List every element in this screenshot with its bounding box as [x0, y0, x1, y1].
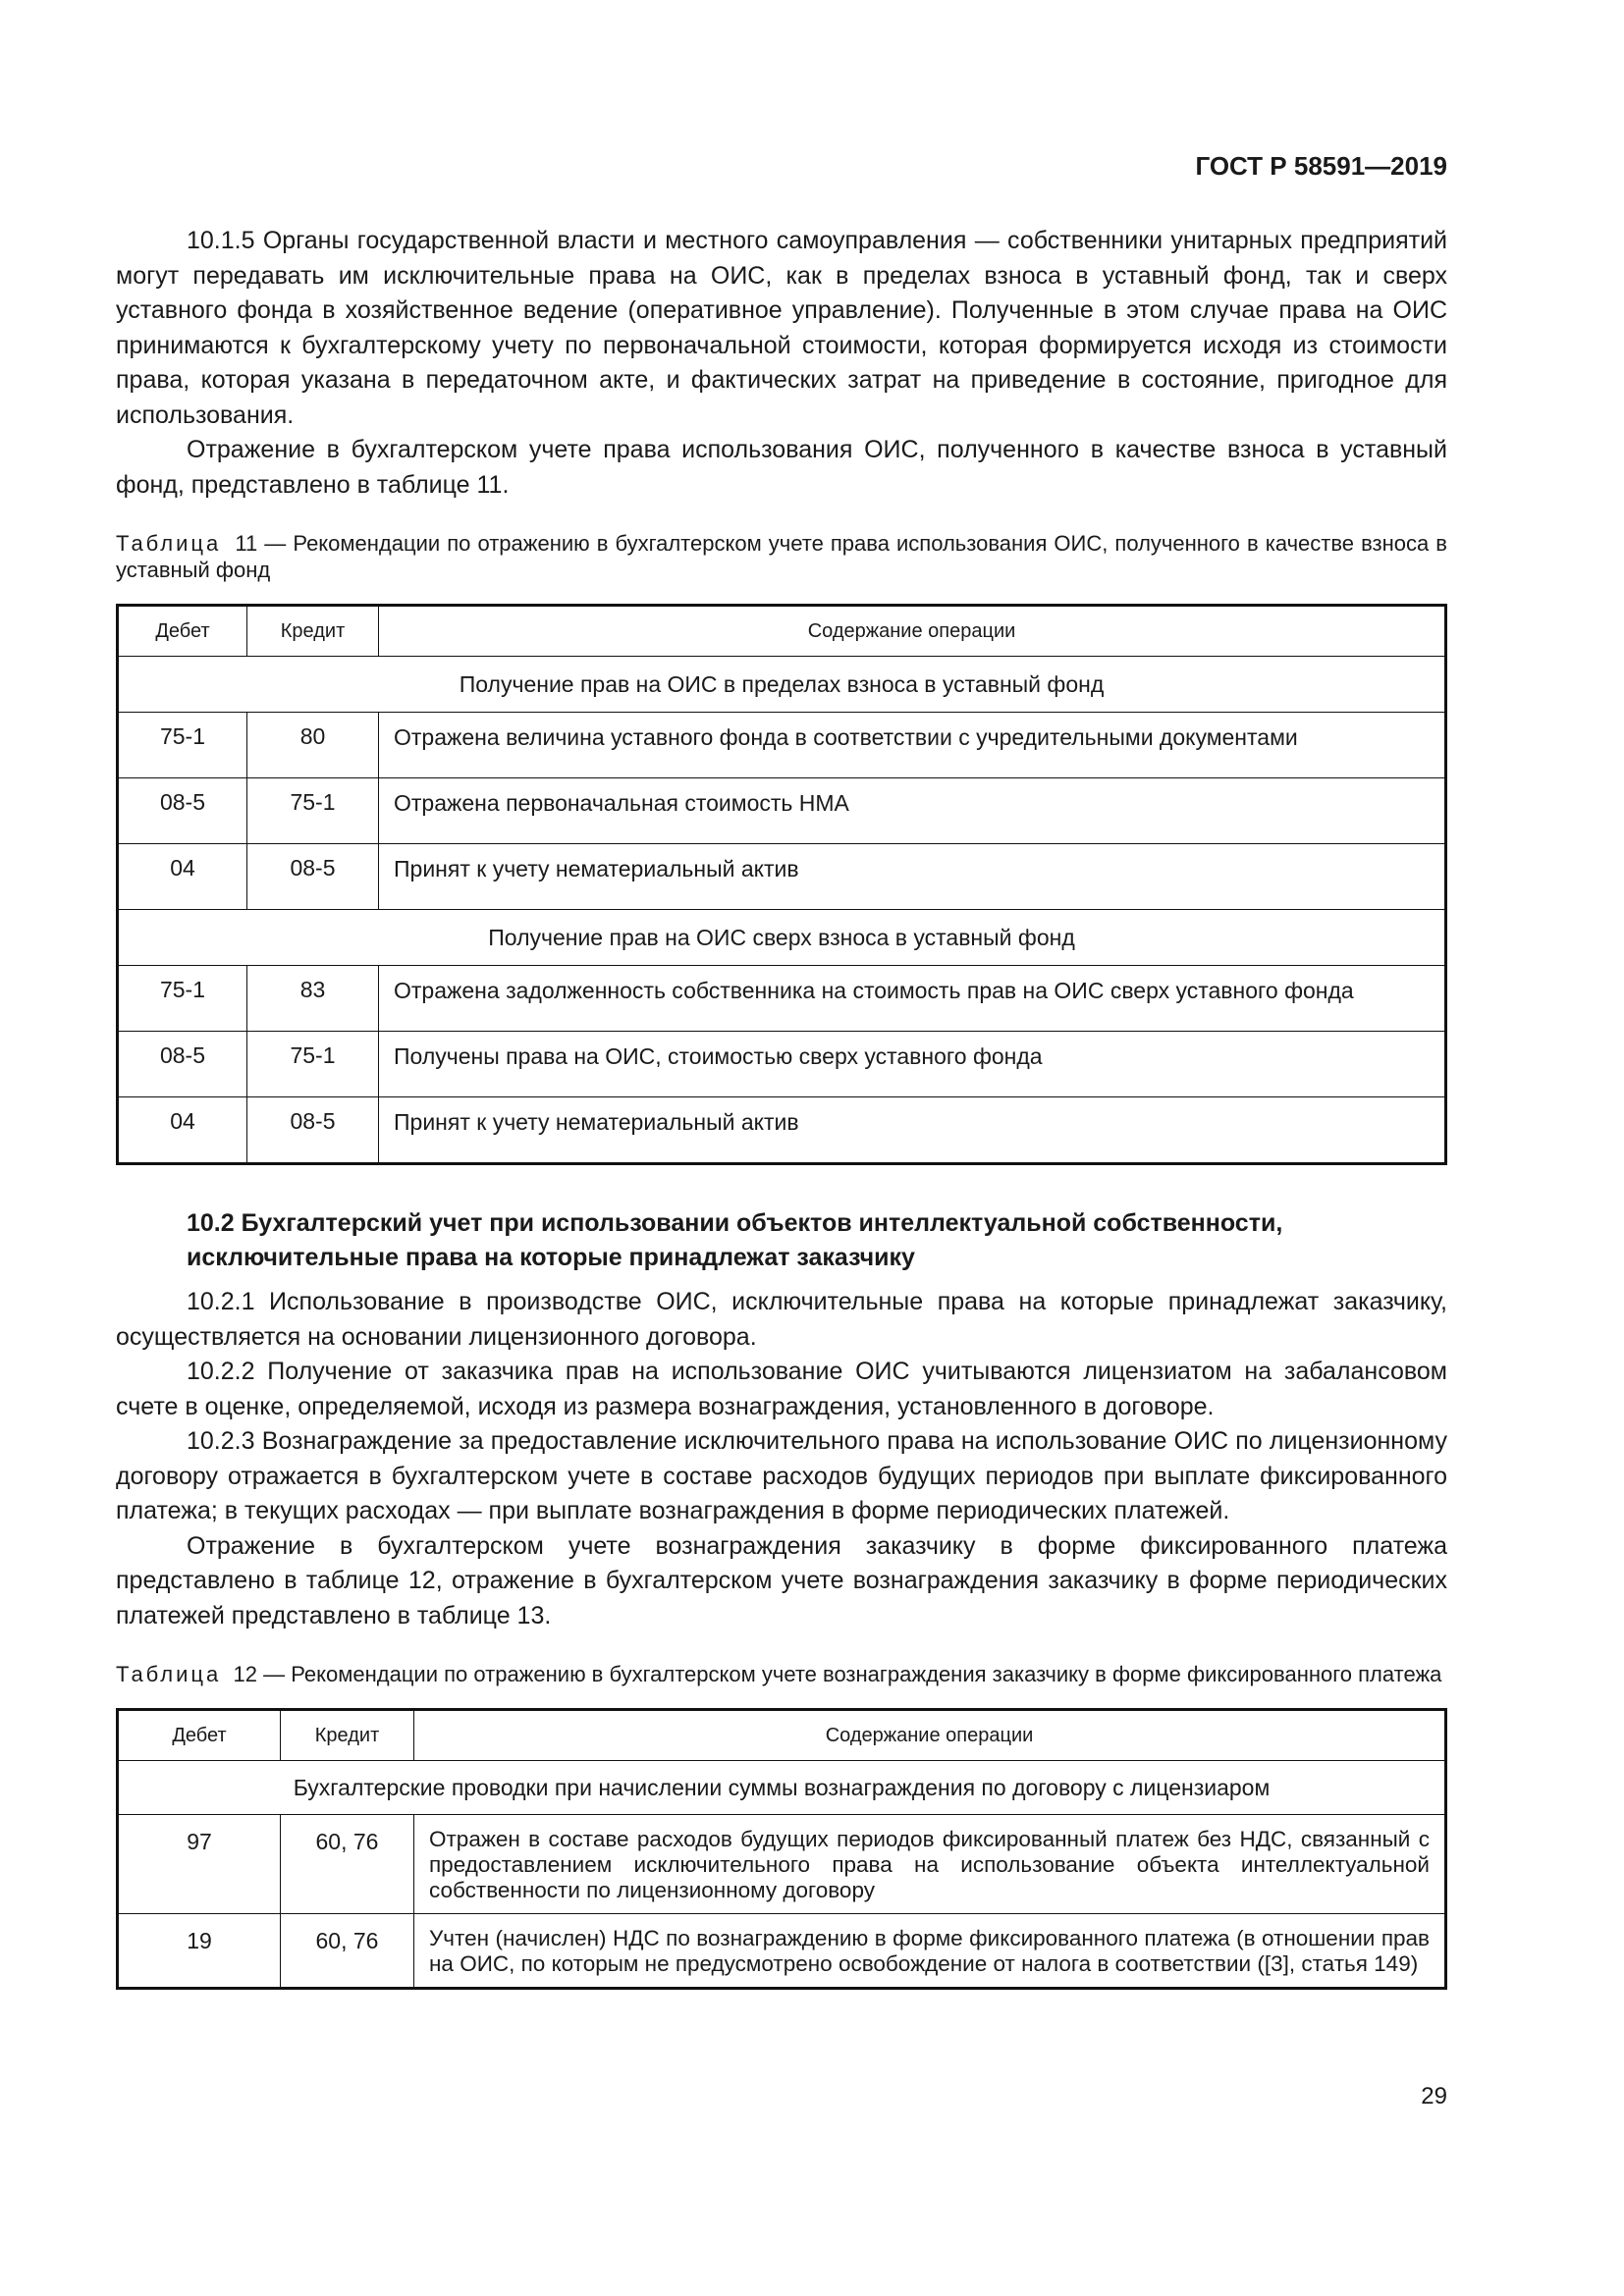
cell-credit: 75-1 — [247, 778, 379, 844]
cell-credit: 75-1 — [247, 1032, 379, 1097]
cell-operation: Отражен в составе расходов будущих периодов фиксированный платеж без НДС, связанный с предоставлением исключительного права на использование объекта интеллектуальной собственности по лицензионному договору — [414, 1815, 1446, 1914]
header-debit: Дебет — [118, 1710, 281, 1761]
cell-operation: Отражена величина уставного фонда в соответствии с учредительными документами — [379, 713, 1446, 778]
table-row — [118, 966, 1446, 1032]
page-number: 29 — [1421, 2083, 1447, 2109]
section-row — [118, 910, 1446, 966]
section-10-2-heading — [116, 1206, 1447, 1275]
table-row — [118, 778, 1446, 844]
cell-credit: 08-5 — [247, 1097, 379, 1164]
table-row — [118, 844, 1446, 910]
section-row — [118, 1761, 1446, 1815]
section-title: Получение прав на ОИС сверх взноса в уставный фонд — [118, 910, 1446, 966]
table-12 — [116, 1708, 1447, 1990]
paragraph-10-2-2: 10.2.2 Получение от заказчика прав на использование ОИС учитываются лицензиатом на забалансовом счете в оценке, определяемой, исходя из размера вознаграждения, установленного в договоре. — [116, 1358, 1447, 1420]
table-row — [118, 1815, 1446, 1914]
table-header-row — [118, 606, 1446, 657]
cell-debit: 97 — [118, 1815, 281, 1914]
table-row — [118, 1914, 1446, 1989]
cell-credit: 08-5 — [247, 844, 379, 910]
paragraph-10-2-1: 10.2.1 Использование в производстве ОИС, исключительные права на которые принадлежат заказчику, осуществляется на основании лицензионного договора. — [116, 1288, 1447, 1351]
page-content — [116, 224, 1447, 1990]
cell-operation: Отражена первоначальная стоимость НМА — [379, 778, 1446, 844]
table-11 — [116, 604, 1447, 1165]
cell-debit: 08-5 — [118, 778, 247, 844]
cell-credit: 80 — [247, 713, 379, 778]
heading-line-1: 10.2 Бухгалтерский учет при использовании объектов интеллектуальной собственности, — [187, 1209, 1283, 1237]
cell-debit: 04 — [118, 844, 247, 910]
section-title: Получение прав на ОИС в пределах взноса в уставный фонд — [118, 657, 1446, 713]
paragraph-10-2-3: 10.2.3 Вознаграждение за предоставление исключительного права на использование ОИС по лицензионному договору отражается в бухгалтерском учете в составе расходов будущих периодов при выплате фиксированного платежа; в текущих расходах — при выплате вознаграждения в форме периодических платежей. — [116, 1427, 1447, 1524]
table-row — [118, 1097, 1446, 1164]
cell-debit: 08-5 — [118, 1032, 247, 1097]
header-operation: Содержание операции — [414, 1710, 1446, 1761]
table12-caption — [116, 1661, 1447, 1687]
paragraph-table12-ref: Отражение в бухгалтерском учете вознаграждения заказчику в форме фиксированного платежа представлено в таблице 12, отражение в бухгалтерском учете вознаграждения заказчику в форме периодических платежей представлено в таблице 13. — [116, 1531, 1447, 1629]
cell-credit: 60, 76 — [281, 1815, 414, 1914]
section-row — [118, 657, 1446, 713]
cell-operation: Учтен (начислен) НДС по вознаграждению в форме фиксированного платежа (в отношении прав на ОИС, по которым не предусмотрено освобождение от налога в соответствии ([3], статья 149) — [414, 1914, 1446, 1989]
table11-caption-text: 11 — Рекомендации по отражению в бухгалтерском учете права использования ОИС, полученного в качестве взноса в уставный фонд — [116, 531, 1447, 582]
paragraph-10-1-5: 10.1.5 Органы государственной власти и местного самоуправления — собственники унитарных предприятий могут передавать им исключительные права на ОИС, как в пределах взноса в уставный фонд, так и сверх уставного фонда в хозяйственное ведение (оперативное управление). Полученные в этом случае права на ОИС принимаются к бухгалтерскому учету по первоначальной стоимости, которая формируется исходя из стоимости права, которая указана в передаточном акте, и фактических затрат на приведение в состояние, пригодное для использования. — [116, 227, 1447, 429]
cell-credit: 83 — [247, 966, 379, 1032]
cell-debit: 19 — [118, 1914, 281, 1989]
section-title: Бухгалтерские проводки при начислении суммы вознаграждения по договору с лицензиаром — [118, 1761, 1446, 1815]
heading-line-2: исключительные права на которые принадлежат заказчику — [187, 1244, 915, 1271]
table-row — [118, 713, 1446, 778]
table12-caption-text: 12 — Рекомендации по отражению в бухгалтерском учете вознаграждения заказчику в форме фиксированного платежа — [233, 1662, 1442, 1686]
cell-operation: Принят к учету нематериальный актив — [379, 844, 1446, 910]
table12-caption-label: Таблица — [116, 1662, 222, 1686]
table-header-row — [118, 1710, 1446, 1761]
table11-caption — [116, 530, 1447, 583]
cell-operation: Принят к учету нематериальный актив — [379, 1097, 1446, 1164]
cell-debit: 75-1 — [118, 966, 247, 1032]
header-credit: Кредит — [281, 1710, 414, 1761]
header-debit: Дебет — [118, 606, 247, 657]
document-header: ГОСТ Р 58591—2019 — [1195, 151, 1447, 181]
cell-operation: Отражена задолженность собственника на стоимость прав на ОИС сверх уставного фонда — [379, 966, 1446, 1032]
header-credit: Кредит — [247, 606, 379, 657]
table11-caption-label: Таблица — [116, 531, 222, 556]
cell-credit: 60, 76 — [281, 1914, 414, 1989]
cell-operation: Получены права на ОИС, стоимостью сверх уставного фонда — [379, 1032, 1446, 1097]
paragraph-table11-ref: Отражение в бухгалтерском учете права использования ОИС, полученного в качестве взноса в уставный фонд, представлено в таблице 11. — [116, 436, 1447, 499]
cell-debit: 75-1 — [118, 713, 247, 778]
header-operation: Содержание операции — [379, 606, 1446, 657]
cell-debit: 04 — [118, 1097, 247, 1164]
table-row — [118, 1032, 1446, 1097]
